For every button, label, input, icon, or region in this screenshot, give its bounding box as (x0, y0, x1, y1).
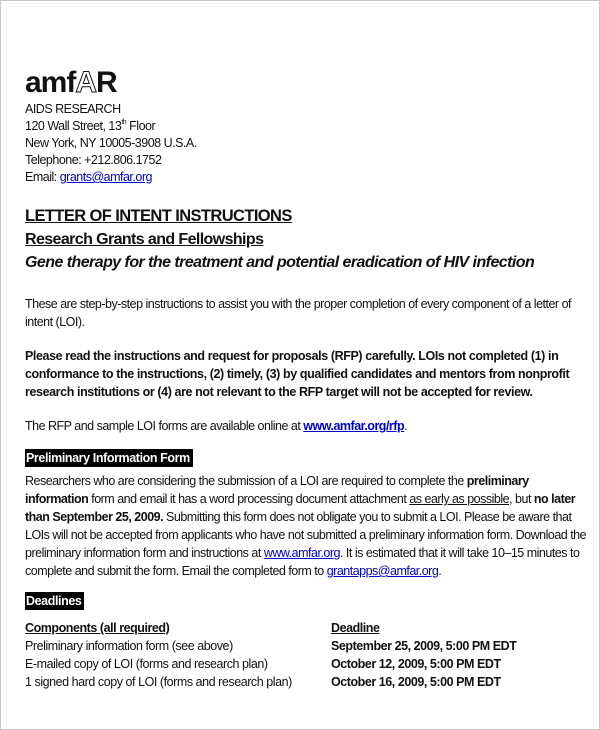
grantapps-email-link[interactable]: grantapps@amfar.org (326, 564, 439, 578)
table-row (25, 655, 590, 673)
underlined-run: as early as possible, (409, 492, 513, 506)
document-title: LETTER OF INTENT INSTRUCTIONS (25, 207, 292, 225)
telephone: Telephone: +212.806.1752 (25, 153, 162, 167)
address-line-1 (25, 118, 590, 135)
text-run: . It is estimated that it will take 10–15 minutes to complete and submit the form. Email the completed form to (25, 546, 580, 578)
ordinal-suffix: th (121, 119, 127, 126)
table-row (25, 673, 590, 691)
address-street: 120 Wall Street, 13 (25, 119, 122, 133)
org-name: AIDS RESEARCH (25, 102, 121, 116)
text-run: form and email it has a word processing document attachment (88, 492, 410, 506)
deadline-cell: October 12, 2009, 5:00 PM EDT (331, 657, 501, 671)
deadline-cell: October 16, 2009, 5:00 PM EDT (331, 675, 501, 689)
rfp-period: . (404, 419, 408, 433)
email-line (25, 169, 590, 186)
bold-run: preliminary information (25, 474, 529, 506)
warning-paragraph: Please read the instructions and request for proposals (RFP) carefully. LOIs not completed (1) in conformance to the instructions, (2) timely, (3) by qualified candidates and mentors from nonprofit research institutions or (4) are not relevant to the RFP target will not be accepted for review. (25, 349, 570, 399)
address-block (25, 101, 590, 186)
address-floor: Floor (126, 119, 156, 133)
email-label: Email: (25, 170, 60, 184)
rfp-text: The RFP and sample LOI forms are available online at (25, 419, 304, 433)
logo-suffix: R (96, 66, 117, 99)
component-cell: 1 signed hard copy of LOI (forms and research plan) (25, 675, 292, 689)
rfp-paragraph (25, 417, 590, 435)
text-run: Researchers who are considering the submission of a LOI are required to complete the (25, 474, 467, 488)
components-header: Components (all required) (25, 621, 170, 635)
section-label-deadlines: Deadlines (25, 592, 84, 610)
document-subtitle: Research Grants and Fellowships (25, 231, 264, 248)
logo-outlined-letter: A (75, 66, 97, 99)
text-run: . (438, 564, 442, 578)
bold-deadline-run: no later than September 25, 2009. (25, 492, 576, 524)
text-run: but (512, 492, 534, 506)
table-row (25, 637, 590, 655)
preliminary-paragraph (25, 472, 590, 580)
rfp-link[interactable]: www.amfar.org/rfp (303, 419, 405, 433)
document-topic: Gene therapy for the treatment and potential eradication of HIV infection (25, 254, 535, 271)
email-link[interactable]: grants@amfar.org (59, 170, 152, 184)
logo-prefix: amf (25, 66, 76, 99)
deadlines-header-row (25, 619, 590, 637)
amfar-logo (25, 67, 590, 101)
amfar-website-link[interactable]: www.amfar.org (263, 546, 340, 560)
intro-paragraph: These are step-by-step instructions to assist you with the proper completion of every component of a letter of intent (LOI). (25, 297, 571, 329)
deadline-header: Deadline (331, 621, 380, 635)
address-line-2: New York, NY 10005-3908 U.S.A. (25, 136, 197, 150)
deadlines-table (25, 619, 590, 691)
component-cell: E-mailed copy of LOI (forms and research plan) (25, 657, 268, 671)
document-content (25, 67, 590, 691)
section-label-preliminary: Preliminary Information Form (25, 449, 193, 467)
text-run: Submitting this form does not obligate you to submit a LOI. Please be aware that LOIs will not be accepted from applicants who have not submitted a preliminary information form. Download the preliminary information form and instructions at (25, 510, 587, 560)
component-cell: Preliminary information form (see above) (25, 639, 233, 653)
deadline-cell: September 25, 2009, 5:00 PM EDT (331, 639, 517, 653)
